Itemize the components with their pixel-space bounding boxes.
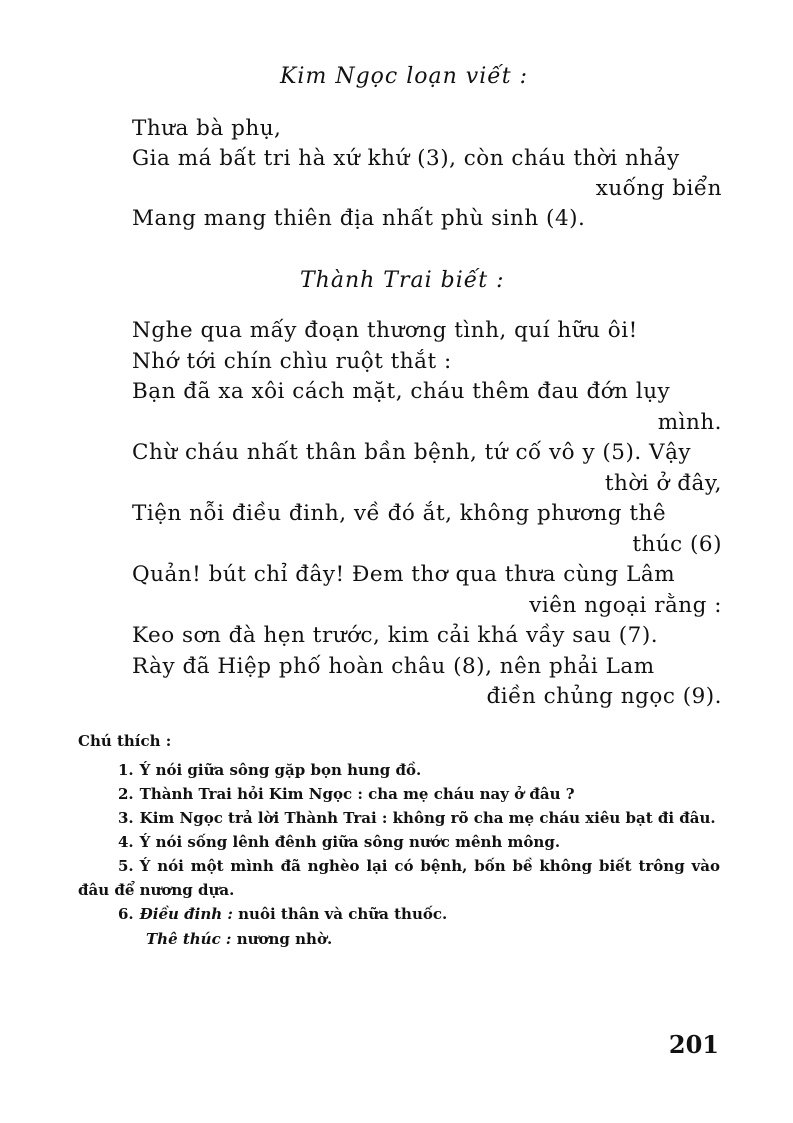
verse-block-kim-ngoc [132,114,722,234]
footnote-text: Ý nói một mình đã nghèo lại có bệnh, bốn bề không biết trông vào đâu để nương dựa. [78,857,720,899]
section-heading-kim-ngoc: Kim Ngọc loạn viết : [280,64,529,89]
footnotes [78,758,720,952]
section-heading-thanh-trai: Thành Trai biết : [300,268,505,293]
footnote-item [78,902,720,926]
footnote-number: 3. [118,809,134,827]
verse-line: Thưa bà phụ, [132,116,282,141]
verse-block-thanh-trai [132,316,722,713]
footnote-number: 2. [118,785,134,803]
footnote-term: Điều đinh : [139,905,233,923]
verse-line-continuation: thúc (6) [632,531,722,557]
verse-line-continuation: điền chủng ngọc (9). [486,684,722,709]
verse-line: Nhớ tới chín chìu ruột thắt : [132,348,452,374]
verse-line: Mang mang thiên địa nhất phù sinh (4). [132,206,586,231]
footnote-number: 5. [118,857,134,875]
verse-line: Chừ cháu nhất thân bần bệnh, tứ cố vô y (5). Vậy [132,440,692,465]
footnote-item [78,806,720,830]
verse-line-continuation: xuống biển [595,176,722,201]
page-number: 201 [668,1030,719,1059]
verse-line: Tiện nỗi điều đinh, về đó ắt, không phương thê [132,501,667,526]
footnote-text: Kim Ngọc trả lời Thành Trai : không rõ cha mẹ cháu xiêu bạt đi đâu. [139,809,716,827]
footnote-text: nương nhờ. [236,930,333,948]
footnote-item [78,830,720,854]
verse-line: Bạn đã xa xôi cách mặt, cháu thêm đau đớn lụy [132,379,671,404]
footnote-number: 1. [118,761,134,779]
notes-title: Chú thích : [78,732,172,750]
footnote-item [78,758,720,782]
footnote-item [78,854,720,902]
footnote-item [78,782,720,806]
verse-line: Gia má bất tri hà xứ khứ (3), còn cháu thời nhảy [132,146,680,171]
verse-line: Keo sơn đà hẹn trước, kim cải khá vầy sau (7). [132,623,659,648]
footnote-number: 6. [118,905,134,923]
footnote-text: Ý nói sống lênh đênh giữa sông nước mênh mông. [139,833,561,851]
footnote-text: Thành Trai hỏi Kim Ngọc : cha mẹ cháu nay ở đâu ? [139,785,575,803]
verse-line-continuation: mình. [657,409,722,435]
footnote-text: nuôi thân và chữa thuốc. [238,905,448,923]
verse-line-continuation: thời ở đây, [604,470,722,496]
verse-line: Rày đã Hiệp phố hoàn châu (8), nên phải Lam [132,653,655,679]
verse-line: Nghe qua mấy đoạn thương tình, quí hữu ôi! [132,318,638,343]
footnote-subitem [78,926,720,952]
footnote-term: Thê thúc : [146,930,232,948]
footnote-text: Ý nói giữa sông gặp bọn hung đồ. [139,761,422,779]
footnote-number: 4. [118,833,134,851]
verse-line: Quản! bút chỉ đây! Đem thơ qua thưa cùng Lâm [132,562,676,587]
verse-line-continuation: viên ngoại rằng : [529,592,722,618]
